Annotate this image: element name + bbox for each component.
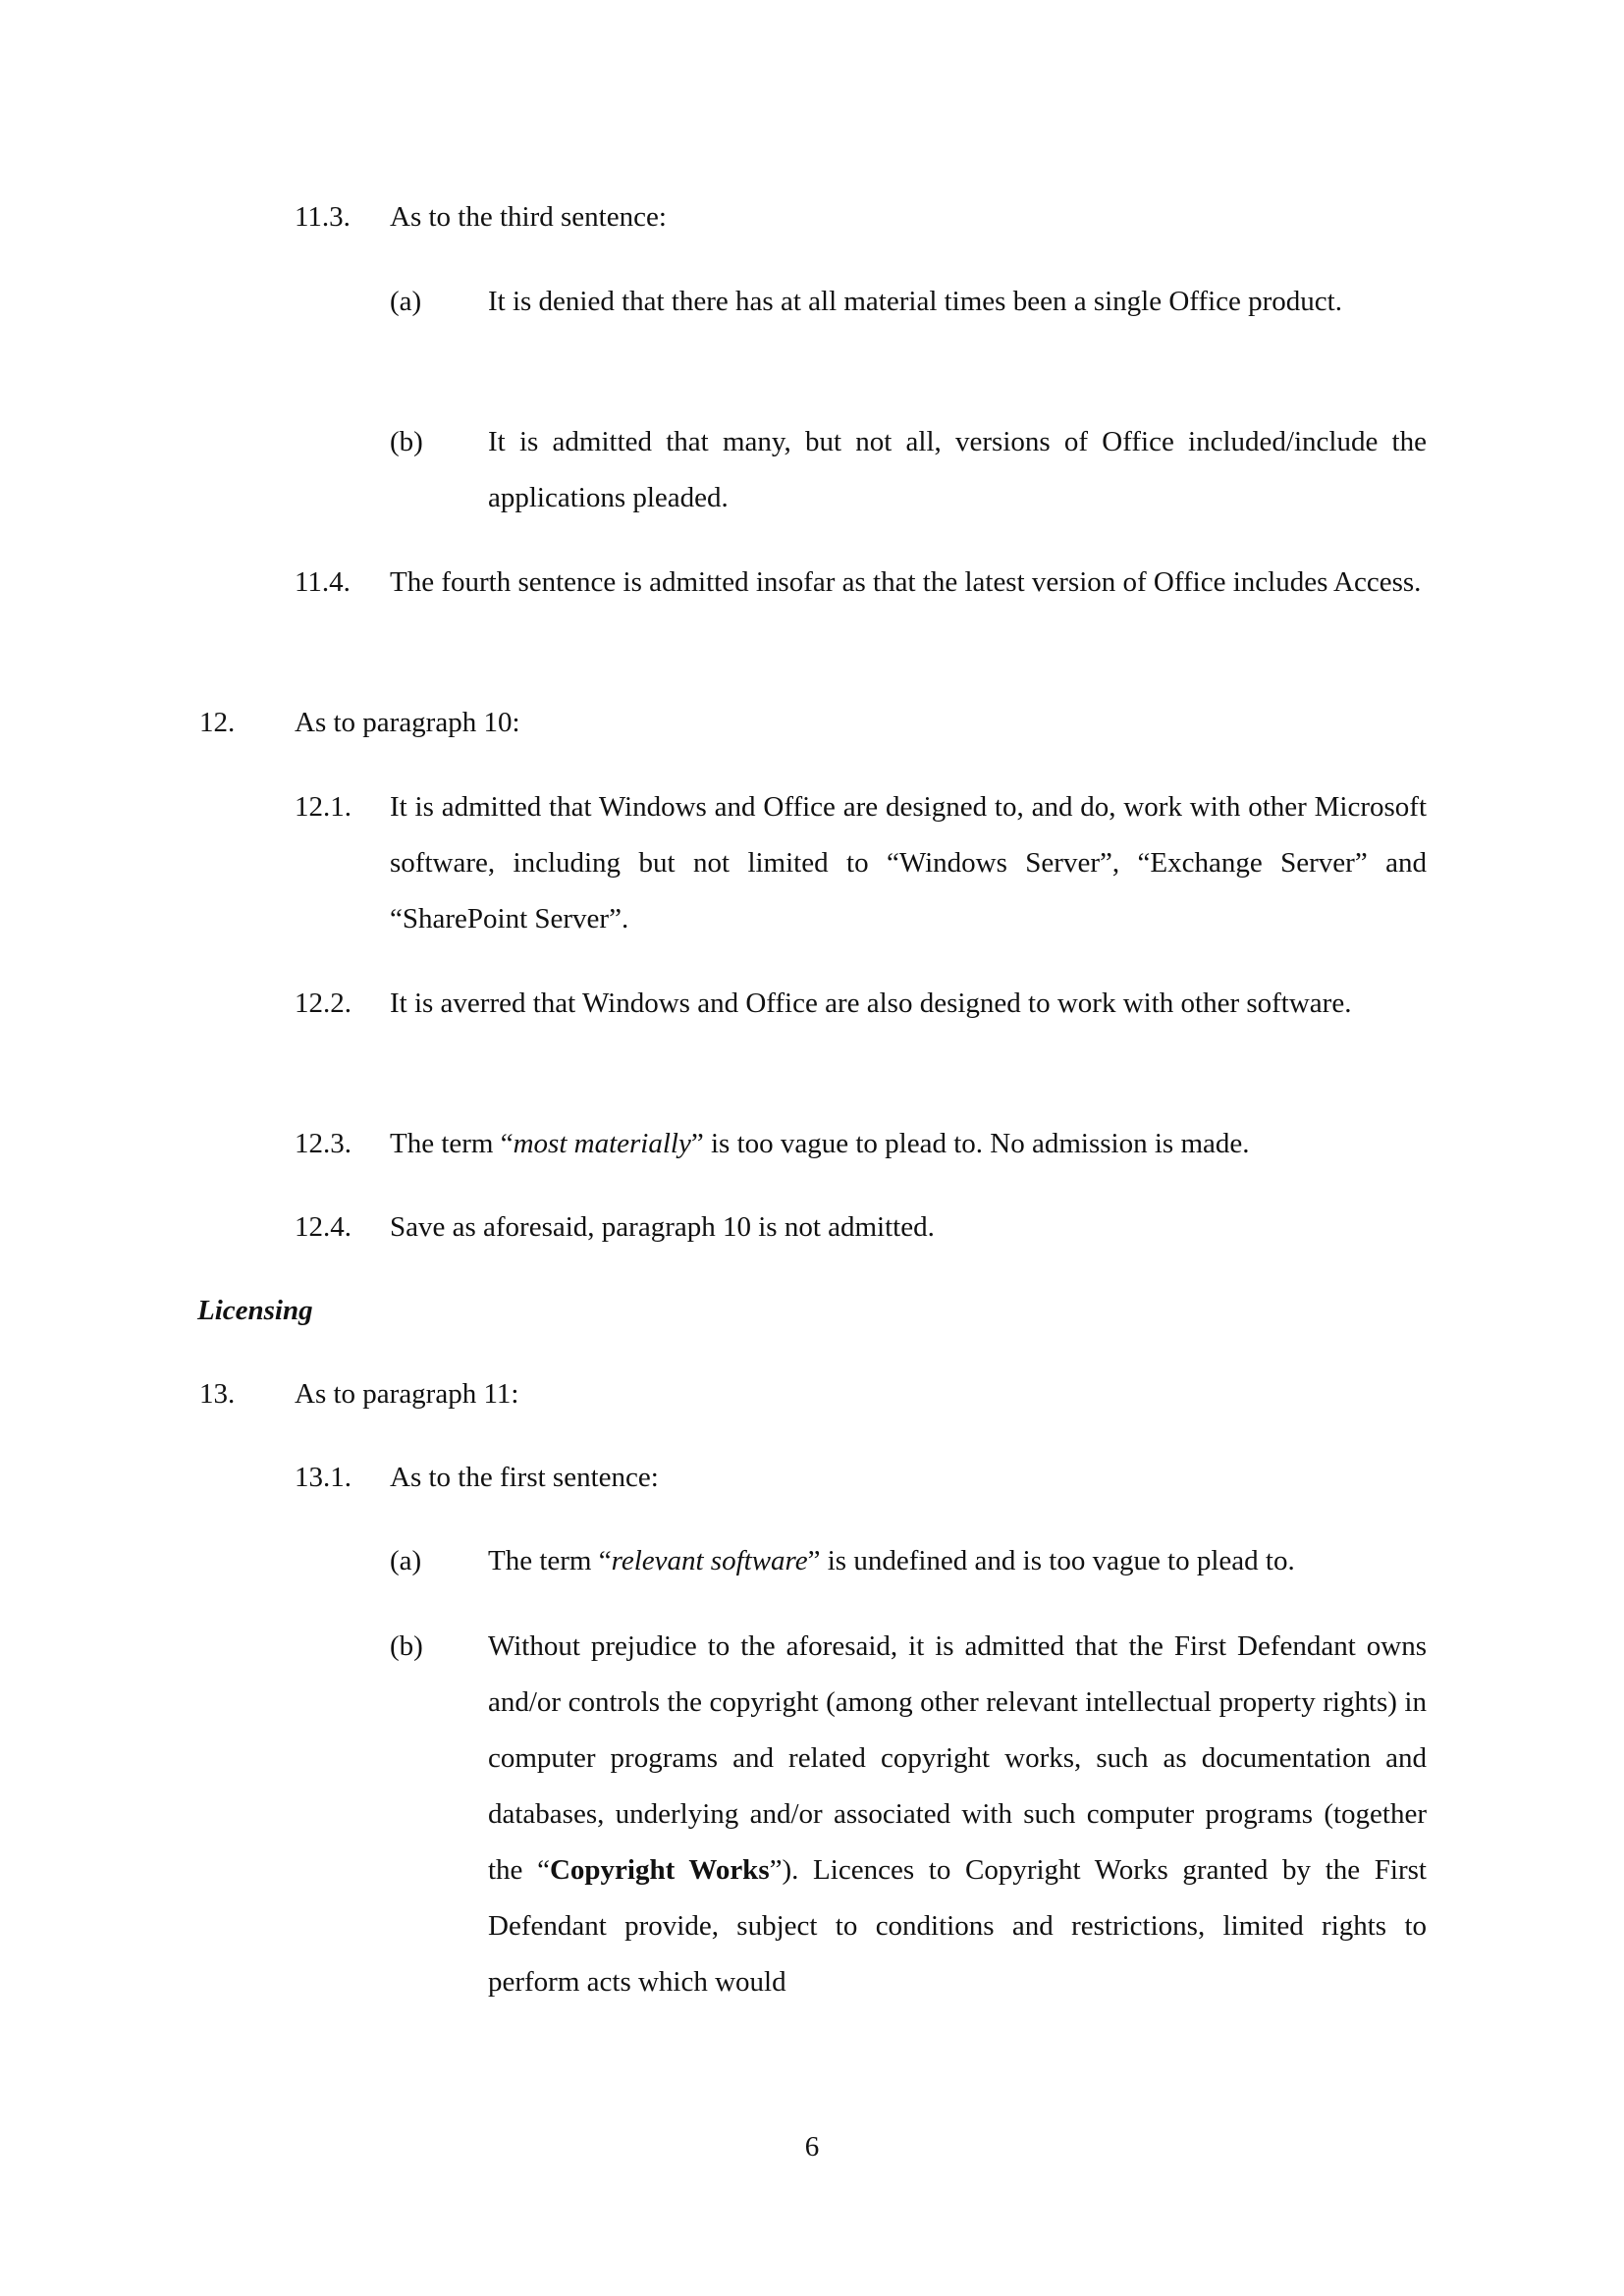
subparagraph-text: It is denied that there has at all material times been a single Office product. <box>488 286 1342 317</box>
paragraph-number: 12.2. <box>295 988 352 1019</box>
text-run: Without prejudice to the aforesaid, it is admitted that the First Defendant owns and/or controls the copyright (among other relevant intellectual property rights) in computer programs and related copyright works, such as documentation and databases, underlying and/or associated with such computer programs (together the “ <box>488 1630 1427 1886</box>
paragraph-number: 12. <box>199 707 236 738</box>
subparagraph-text <box>488 1533 1427 1589</box>
subparagraph-label: (a) <box>390 286 422 317</box>
text-run: The term “ <box>390 1128 514 1159</box>
text-run: ”). Licences to Copyright Works granted by the First Defendant provide, subject to conditions and restrictions, limited rights to perform acts which would <box>488 1854 1427 1998</box>
paragraph-text: As to paragraph 10: <box>295 707 520 738</box>
paragraph-text <box>390 1116 1427 1172</box>
paragraph-text: Save as aforesaid, paragraph 10 is not admitted. <box>390 1211 935 1243</box>
subparagraph-label: (a) <box>390 1545 422 1576</box>
paragraph-number: 12.1. <box>295 791 352 823</box>
paragraph-number: 13. <box>199 1378 236 1410</box>
italic-term: relevant software <box>611 1545 808 1576</box>
paragraph-text: The fourth sentence is admitted insofar as that the latest version of Office includes Access. <box>390 566 1422 598</box>
text-run: The term “ <box>488 1545 612 1576</box>
paragraph-text: It is averred that Windows and Office are also designed to work with other software. <box>390 988 1352 1019</box>
paragraph-text: As to the first sentence: <box>390 1462 659 1493</box>
subparagraph-text: It is admitted that many, but not all, versions of Office included/include the applications pleaded. <box>488 426 1427 513</box>
paragraph-number: 11.3. <box>295 201 351 233</box>
page-number: 6 <box>804 2131 820 2163</box>
paragraph-number: 12.4. <box>295 1211 352 1243</box>
section-heading: Licensing <box>197 1295 313 1326</box>
text-run: ” is too vague to plead to. No admission is made. <box>690 1128 1250 1159</box>
defined-term: Copyright Works <box>549 1854 770 1886</box>
paragraph-number: 11.4. <box>295 566 351 598</box>
paragraph-number: 13.1. <box>295 1462 352 1493</box>
text-run: ” is undefined and is too vague to plead to. <box>807 1545 1295 1576</box>
paragraph-text: It is admitted that Windows and Office are designed to, and do, work with other Microsoft software, including but not limited to “Windows Server”, “Exchange Server” and “SharePoint Server”. <box>390 791 1427 934</box>
paragraph-text: As to paragraph 11: <box>295 1378 519 1410</box>
subparagraph-label: (b) <box>390 426 423 457</box>
italic-term: most materially <box>513 1128 691 1159</box>
subparagraph-label: (b) <box>390 1630 423 1662</box>
paragraph-number: 12.3. <box>295 1128 352 1159</box>
paragraph-text: As to the third sentence: <box>390 201 667 233</box>
subparagraph-text <box>488 1619 1427 2010</box>
